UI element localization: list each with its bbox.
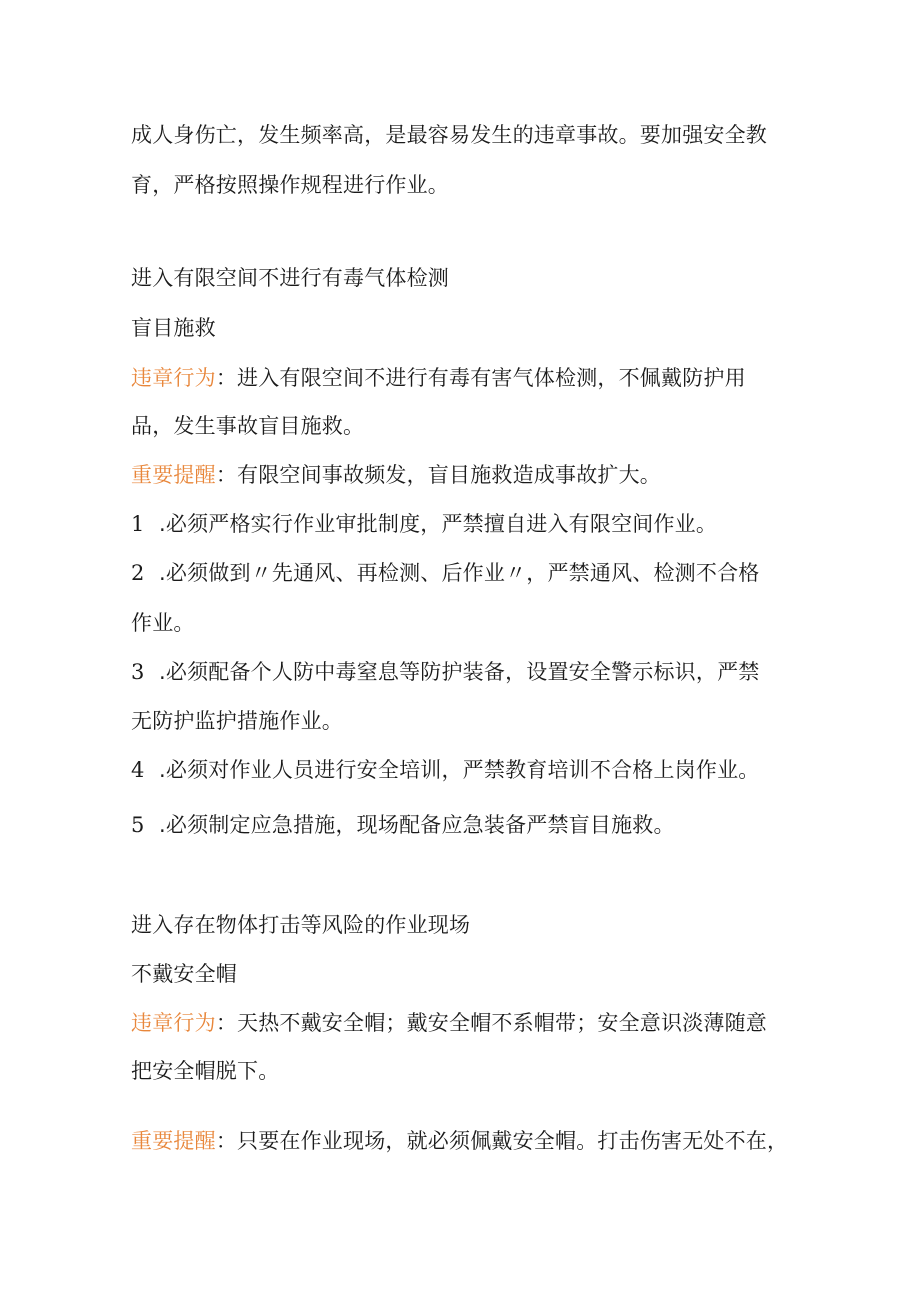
intro-line-1: 成人身伤亡，发生频率高，是最容易发生的违章事故。要加强安全教 (131, 123, 767, 147)
section2-title-line-1: 进入存在物体打击等风险的作业现场 (131, 913, 471, 937)
section2-title-line-2: 不戴安全帽 (131, 962, 237, 986)
section1-violation-line-2: 品，发生事故盲目施救。 (131, 414, 365, 438)
list-item-5 (131, 810, 675, 840)
reminder-text: ：只要在作业现场，就必须佩戴安全帽。打击伤害无处不在， (215, 1129, 789, 1153)
reminder-label: 重要提醒 (131, 1129, 216, 1153)
list-item-text: .必须对作业人员进行安全培训，严禁教育培训不合格上岗作业。 (159, 758, 760, 782)
section2-reminder (131, 1126, 788, 1156)
list-item-text: .必须严格实行作业审批制度，严禁擅自进入有限空间作业。 (159, 512, 718, 536)
list-item-text: .必须配备个人防中毒窒息等防护装备，设置安全警示标识，严禁 (159, 660, 760, 684)
section1-violation-line-1 (131, 363, 746, 393)
section2-violation-line-2: 把安全帽脱下。 (131, 1059, 280, 1083)
section1-title-line-1: 进入有限空间不进行有毒气体检测 (131, 266, 449, 290)
list-item-number: 5 (131, 813, 145, 837)
violation-label: 违章行为 (131, 366, 216, 390)
section1-title-line-2: 盲目施救 (131, 316, 216, 340)
list-item-1 (131, 509, 717, 539)
list-item-4 (131, 755, 759, 785)
list-item-number: 3 (131, 660, 145, 684)
reminder-text: ：有限空间事故频发，盲目施救造成事故扩大。 (215, 463, 662, 487)
list-item-text: .必须制定应急措施，现场配备应急装备严禁盲目施救。 (159, 813, 675, 837)
list-item-2 (131, 558, 759, 588)
list-item-3-continuation: 无防护监护措施作业。 (131, 709, 343, 733)
violation-text: ：进入有限空间不进行有毒有害气体检测，不佩戴防护用 (215, 366, 746, 390)
intro-line-2: 育，严格按照操作规程进行作业。 (131, 173, 449, 197)
section1-reminder (131, 460, 661, 490)
list-item-3 (131, 657, 759, 687)
list-item-text: .必须做到〃先通风、再检测、后作业〃，严禁通风、检测不合格 (159, 561, 760, 585)
violation-label: 违章行为 (131, 1011, 216, 1035)
reminder-label: 重要提醒 (131, 463, 216, 487)
list-item-2-continuation: 作业。 (131, 611, 195, 635)
section2-violation-line-1 (131, 1008, 767, 1038)
list-item-number: 2 (131, 561, 145, 585)
list-item-number: 4 (131, 758, 145, 782)
violation-text: ：天热不戴安全帽；戴安全帽不系帽带；安全意识淡薄随意 (215, 1011, 768, 1035)
list-item-number: 1 (131, 512, 145, 536)
